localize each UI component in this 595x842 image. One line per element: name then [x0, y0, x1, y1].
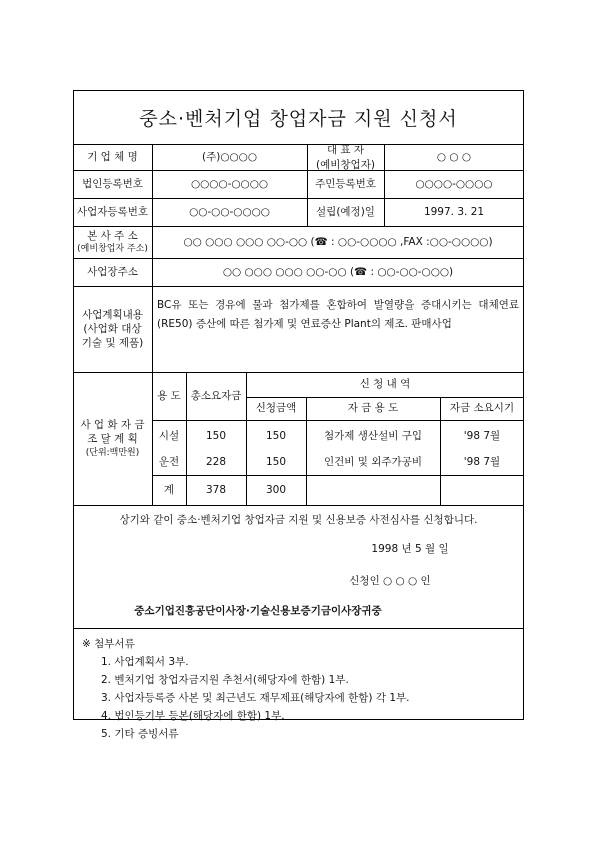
amount-header: 신청금액	[255, 402, 297, 415]
attachment-item: 1. 사업계획서 3부.	[101, 656, 189, 668]
plan-label-line2: (사업화 대상	[83, 322, 142, 335]
hq-address-label	[73, 226, 152, 258]
hq-address-label-line2: (예비창업자 주소)	[77, 244, 148, 255]
use-header: 용 도	[157, 389, 181, 402]
established-value: 1997. 3. 21	[423, 205, 485, 218]
plan-label	[73, 286, 152, 372]
corp-reg-value: ○○○○-○○○○	[190, 177, 269, 190]
hq-address-label-line1: 본 사 주 소	[87, 229, 138, 242]
representative-label-line1: 대 표 자	[326, 144, 365, 157]
representative-label	[307, 145, 384, 170]
addressee: 중소기업진흥공단이사장·기술신용보증기금이사장귀중	[134, 604, 382, 617]
funding-label-line2: 조 달 계 획	[87, 433, 138, 446]
site-address-value: ○○ ○○○ ○○○ ○○-○○ (☎ : ○○-○○-○○○)	[222, 265, 454, 278]
row-purpose: 인건비 및 외주가공비	[324, 455, 422, 468]
row-amount: 300	[265, 483, 287, 496]
row-total: 228	[205, 455, 227, 468]
application-statement: 상기와 같이 중소·벤처기업 창업자금 지원 및 신용보증 사전심사를 신청합니다.	[119, 513, 478, 526]
funding-label	[73, 372, 152, 505]
attachment-item: 3. 사업자등록증 사본 및 최근년도 재무제표(해당자에 한함) 각 1부.	[101, 692, 410, 704]
total-header: 총소요자금	[190, 389, 242, 402]
plan-label-line1: 사업계획내용	[82, 308, 143, 321]
biz-reg-label: 사업자등록번호	[76, 205, 148, 218]
hq-address-value: ○○ ○○○ ○○○ ○○-○○ (☎ : ○○-○○○○ ,FAX :○○-○○○○)	[183, 235, 493, 248]
row-use: 시설	[158, 429, 180, 442]
row-timing: '98 7월	[463, 429, 501, 442]
company-name-value: (주)○○○○	[202, 151, 257, 164]
attachments-heading: ※ 첨부서류	[82, 638, 135, 650]
plan-description: BC유 또는 경유에 물과 첨가제를 혼합하여 발열량을 증대시키는 대체연료(RE50) 증산에 따른 첨가제 및 연료증산 Plant의 제조. 판매사업	[157, 299, 519, 330]
attachment-item: 4. 법인등기부 등본(해당자에 한함) 1부.	[101, 710, 285, 722]
funding-label-line3: (단위:백만원)	[85, 447, 140, 458]
resident-reg-label: 주민등록번호	[315, 177, 376, 190]
application-date: 1998 년 5 월 일	[371, 542, 449, 555]
row-timing	[440, 475, 524, 505]
form-title: 중소·벤처기업 창업자금 지원 신청서	[73, 90, 524, 145]
row-amount: 150	[265, 429, 287, 442]
row-use: 운전	[158, 455, 180, 468]
established-label: 설립(예정)일	[316, 205, 375, 218]
purpose-header: 자 금 용 도	[347, 402, 399, 415]
row-divider	[73, 628, 524, 629]
row-timing: '98 7월	[463, 455, 501, 468]
row-total: 378	[205, 483, 227, 496]
timing-header: 자금 소요시기	[449, 402, 515, 415]
attachment-item: 2. 벤처기업 창업자금지원 추천서(해당자에 한함) 1부.	[101, 674, 349, 686]
resident-reg-value: ○○○○-○○○○	[415, 177, 493, 190]
row-purpose: 첨가제 생산설비 구입	[324, 429, 422, 442]
attachment-item: 5. 기타 증빙서류	[101, 728, 179, 740]
plan-label-line3: 기술 및 제품)	[81, 337, 144, 350]
row-divider	[152, 420, 524, 421]
application-header: 신 청 내 역	[359, 378, 411, 391]
company-name-label: 기 업 체 명	[87, 151, 138, 164]
row-purpose	[306, 475, 440, 505]
funding-label-line1: 사 업 화 자 금	[80, 419, 145, 432]
representative-value: ○ ○ ○	[436, 151, 472, 164]
site-address-label: 사업장주소	[87, 265, 138, 278]
biz-reg-value: ○○-○○-○○○○	[189, 205, 270, 218]
representative-label-line2: (예비창업자)	[316, 158, 375, 171]
row-amount: 150	[265, 455, 287, 468]
row-use: 계	[163, 483, 175, 496]
applicant-signature: 신청인 ○ ○ ○ 인	[349, 574, 431, 587]
row-divider	[73, 505, 524, 506]
row-total: 150	[205, 429, 227, 442]
corp-reg-label: 법인등록번호	[82, 177, 143, 190]
